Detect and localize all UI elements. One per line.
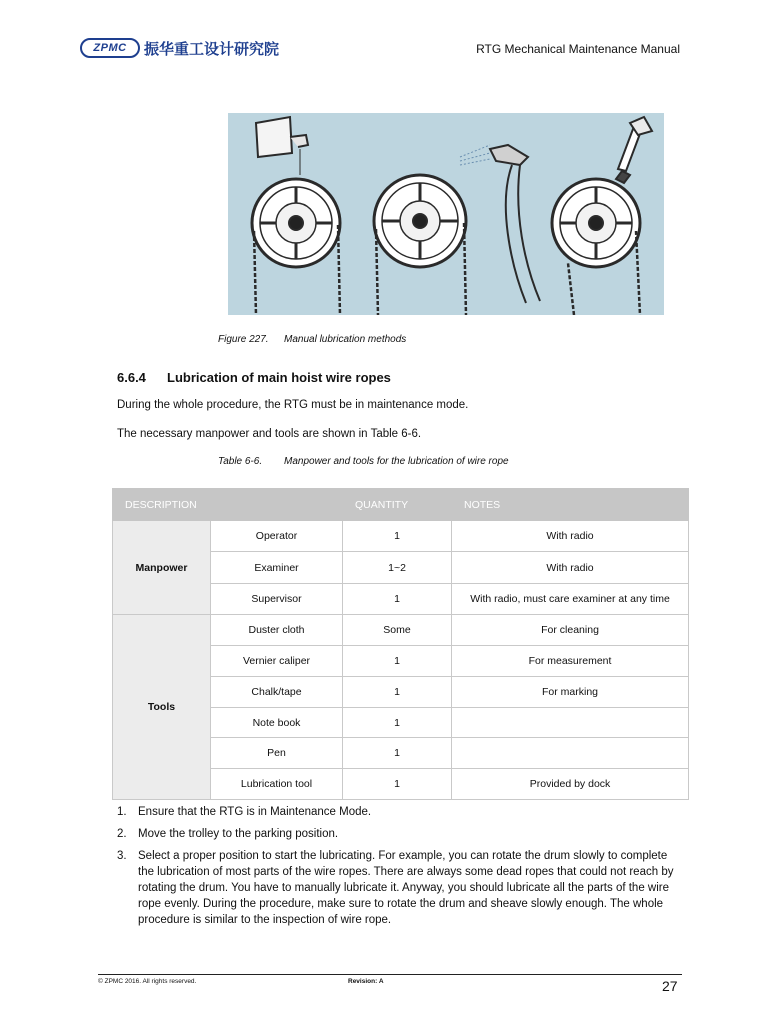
item-cell: Chalk/tape [211, 677, 343, 708]
step-text: Ensure that the RTG is in Maintenance Mode. [138, 806, 372, 818]
figure-caption [218, 334, 406, 345]
step-number: 1. [117, 806, 127, 818]
manpower-tools-table [112, 488, 689, 800]
notes-cell: With radio [452, 521, 689, 552]
page-number: 27 [662, 978, 678, 994]
notes-cell: With radio [452, 552, 689, 584]
step-text: Move the trolley to the parking position. [138, 828, 339, 840]
quantity-cell: 1~2 [343, 552, 452, 584]
step-text: Select a proper position to start the lubricating. For example, you can rotate the drum slowly to complete the lubrication of most parts of the wire ropes. There are always some dead ropes that could not reach by rotating the drum. You have to manually lubricate it. Anyway, you should lubricate all the parts of the wire rope evenly. During the procedure, make sure to rotate the drum and sheave slowly enough. The whole procedure is similar to the inspection of wire rope. [138, 850, 674, 926]
notes-cell: For marking [452, 677, 689, 708]
footer-divider [98, 974, 682, 975]
list-item [117, 848, 678, 928]
item-cell: Duster cloth [211, 615, 343, 646]
item-cell: Pen [211, 738, 343, 769]
quantity-cell: 1 [343, 677, 452, 708]
quantity-cell: 1 [343, 708, 452, 738]
item-cell: Note book [211, 708, 343, 738]
quantity-cell: 1 [343, 646, 452, 677]
item-cell: Examiner [211, 552, 343, 584]
table-caption [218, 456, 509, 467]
group-manpower: Manpower [113, 521, 211, 615]
notes-cell [452, 708, 689, 738]
section-number: 6.6.4 [117, 370, 146, 385]
logo-chinese-text: 振华重工设计研究院 [144, 39, 280, 58]
list-item [117, 826, 678, 842]
table-number: Table 6-6. [218, 456, 263, 467]
notes-cell [452, 738, 689, 769]
drum-oil-can [252, 117, 340, 315]
item-cell: Operator [211, 521, 343, 552]
notes-cell: Provided by dock [452, 769, 689, 800]
lubrication-illustration [228, 113, 664, 315]
item-cell: Supervisor [211, 584, 343, 615]
step-number: 2. [117, 828, 127, 840]
quantity-cell: Some [343, 615, 452, 646]
drum-brush [552, 117, 652, 315]
company-logo [80, 36, 279, 60]
header-description: DESCRIPTION [113, 489, 343, 521]
logo-badge: ZPMC [80, 38, 140, 58]
section-heading [117, 370, 391, 385]
drum-spray [374, 145, 540, 315]
item-cell: Vernier caliper [211, 646, 343, 677]
footer-revision: Revision: A [348, 978, 384, 985]
quantity-cell: 1 [343, 769, 452, 800]
quantity-cell: 1 [343, 584, 452, 615]
notes-cell: For measurement [452, 646, 689, 677]
table-row [113, 615, 689, 646]
item-cell: Lubrication tool [211, 769, 343, 800]
table-title: Manpower and tools for the lubrication of wire rope [284, 456, 509, 467]
footer-copyright: © ZPMC 2016. All rights reserved. [98, 978, 197, 985]
group-tools: Tools [113, 615, 211, 800]
table-row [113, 521, 689, 552]
notes-cell: With radio, must care examiner at any time [452, 584, 689, 615]
section-title: Lubrication of main hoist wire ropes [167, 370, 391, 385]
paragraph-maintenance-mode: During the whole procedure, the RTG must be in maintenance mode. [117, 399, 469, 411]
step-number: 3. [117, 850, 127, 862]
quantity-cell: 1 [343, 521, 452, 552]
figure-number: Figure 227. [218, 334, 269, 345]
manual-title: RTG Mechanical Maintenance Manual [476, 42, 680, 56]
table-header-row [113, 489, 689, 521]
header-notes: NOTES [452, 489, 689, 521]
list-item [117, 804, 678, 820]
quantity-cell: 1 [343, 738, 452, 769]
lubrication-drawing [228, 113, 664, 315]
notes-cell: For cleaning [452, 615, 689, 646]
header-quantity: QUANTITY [343, 489, 452, 521]
figure-title: Manual lubrication methods [284, 334, 407, 345]
paragraph-manpower-tools: The necessary manpower and tools are shown in Table 6-6. [117, 428, 422, 440]
